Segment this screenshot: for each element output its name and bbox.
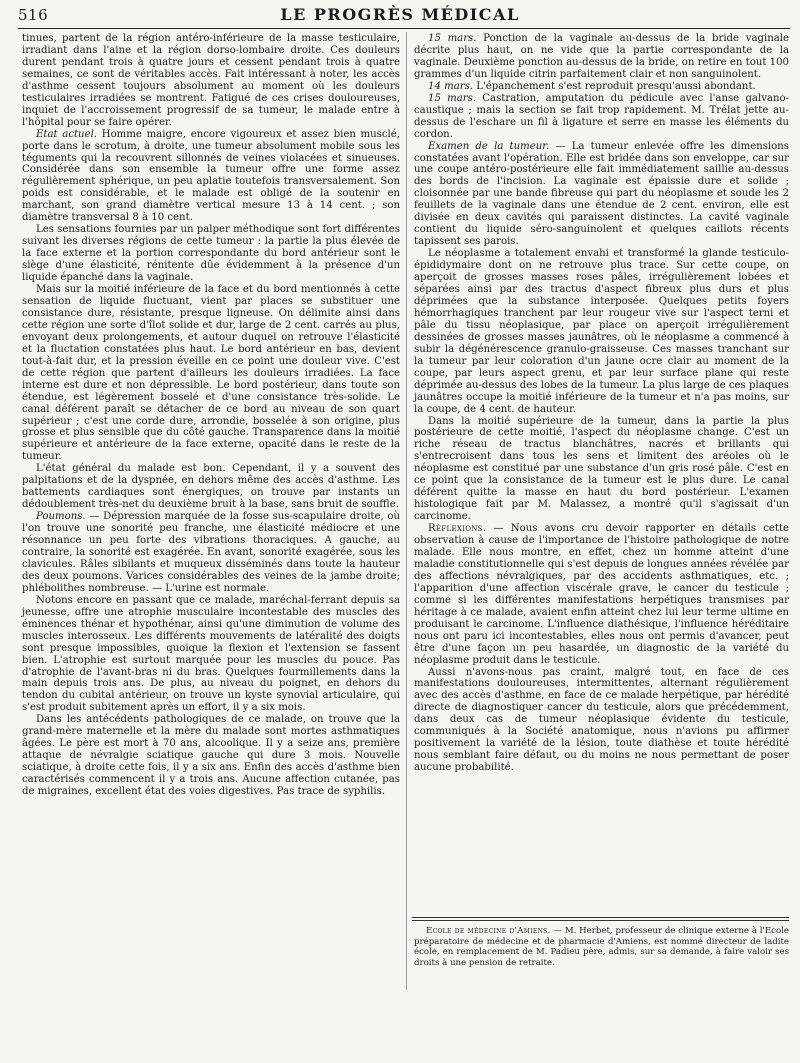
date-lead: 15 mars.	[428, 33, 477, 44]
news-notice	[414, 926, 789, 968]
paragraph: Le néoplasme a totalement envahi et transformé la glande testiculo-épididymaire dont on ne retrouve plus trace. Sur cette coupe, on aperçoit de grosses masses roses pâles, irrégulièrement lobées et séparées ainsi par des tractus d'aspect fibreux plus durs et plus déprimées que la substance interposée. Quelques petits foyers hémorrhagiques tranchent par leur rougeur vive sur l'aspect terni et pâle du tissu néoplasique, par place on aperçoit irrégulièrement dessinées de grosses masses jaunâtres, où le néoplasme a commencé à subir la dégénérescence granulo-graisseuse. Ces masses tranchant sur la tumeur par leur coloration d'un jaune ocre clair au moment de la coupe, par leurs aspect grenu, et par leur surface plane qui reste déprimée au-dessus des lobes de la tumeur. La plus large de ces plaques jaunâtres occupe la moitié inférieure de la tumeur et n'a pas moins, sur la coupe, de 4 cent. de hauteur.	[414, 248, 789, 415]
right-column	[414, 33, 789, 774]
paragraph: Aussi n'avons-nous pas craint, malgré tout, en face de ces manifestations douloureuses, intermittentes, alternant régulièrement avec des accès d'asthme, en face de ce malade herpétique, par hérédité directe de diagnostiquer cancer du testicule, alors que précédemment, dans deux cas de tumeur néoplasique évidente du testicule, communiqués à la Société anatomique, nous n'avions pu affirmer positivement la variété de la lésion, toute diathèse et toute hérédité nous semblant faire défaut, ou du moins ne nous permettant de poser aucune probabilité.	[414, 666, 789, 774]
paragraph: tinues, partent de la région antéro-inférieure de la masse testiculaire, irradiant dans l'aine et la région dorso-lombaire droite. Ces douleurs durent pendant trois à quatre jours et cessent pendant trois à quatre semaines, ce sont de véritables accès. Fait intéressant à noter, les accès d'asthme cessent toujours absolument au moment où les douleurs testiculaires irradiées se montrent. Fatigué de ces crises douloureuses, inquiet de l'accroissement progressif de sa tumeur, le malade entre à l'hôpital pour se faire opérer.	[22, 33, 400, 128]
paragraph: 15 mars. Castration, amputation du pédicule avec l'anse galvano-caustique ; mais la section se fait trop rapidement. M. Trélat jette au-dessus de l'eschare un fil à ligature et serre en masse les éléments du cordon.	[414, 92, 789, 140]
left-column	[22, 33, 400, 798]
paragraph: Réflexions. — Nous avons cru devoir rapporter en détails cette observation à cause de l'importance de l'histoire pathologique de notre malade. Elle nous montre, en effet, chez un homme atteint d'une maladie constitutionnelle qui s'est depuis de longues années révélée par des affections névralgiques, par des accidents asthmatiques, etc. ; l'apparition d'une affection viscérale grave, le cancer du testicule ; comme si les différentes manifestations herpétiques transmises par héritage à ce malade, avaient enfin atteint chez lui leur terme ultime en produisant le carcinome. L'influence diathésique, l'influence héréditaire nous ont paru ici incontestables, elles nous ont permis d'avancer, peut être d'une façon un peu hasardée, un diagnostic de la variété du néoplasme produit dans le testicule.	[414, 523, 789, 666]
notice-rule	[412, 920, 789, 921]
paragraph: L'état général du malade est bon. Cependant, il y a souvent des palpitations et de la dyspnée, en dehors même des accès d'asthme. Les battements cardiaques sont énergiques, on trouve par instants un dédoublement très-net du deuxième bruit à la base, sans bruit de souffle.	[22, 463, 400, 511]
paragraph: 15 mars. Ponction de la vaginale au-dessus de la bride vaginale décrite plus haut, on ne vide que la partie correspondante de la vaginale. Deuxième ponction au-dessus de la bride, on retire en tout 100 grammes d'un liquide citrin parfaitement clair et non sanguinolent.	[414, 33, 789, 80]
page-number: 516	[18, 6, 49, 24]
paragraph: Les sensations fournies par un palper méthodique sont fort différentes suivant les diverses régions de cette tumeur : la partie la plus élevée de la face externe et la portion correspondante du bord antérieur sont le siège d'une élasticité, rénitente dûe évidemment à la présence d'un liquide épanché dans la vaginale.	[22, 224, 400, 284]
header-rule	[18, 28, 790, 29]
paragraph: Mais sur la moitié inférieure de la face et du bord mentionnés à cette sensation de liquide fluctuant, vient par places se substituer une consistance dure, résistante, presque ligneuse. On délimite ainsi dans cette région une sorte d'îlot solide et dur, large de 2 cent. carrés au plus, envoyant deux prolongements, et autour duquel on retrouve l'élasticité et la fluctation constatées plus haut. Le bord antérieur en bas, devient tout-à-fait dur, et la pression éveille en ce point une douleur vive. C'est de cette région que partent d'ailleurs les douleurs irradiées. La face interne est dure et non dépressible. Le bord postérieur, dans toute son étendue, est légèrement bosselé et d'une consistance très-solide. Le canal déférent paraît se détacher de ce bord au niveau de son quart supérieur ; c'est une corde dure, arrondie, bosselée à son origine, plus grosse et plus sensible que du côté gauche. Transparence dans la moitié supérieure et antérieure de la face externe, opacité dans le reste de la tumeur.	[22, 284, 400, 463]
section-lead: Réflexions.	[428, 523, 487, 535]
paragraph: Etat actuel. Homme maigre, encore vigoureux et assez bien musclé, porte dans le scrotum, à droite, une tumeur absolument mobile sous les téguments qui la recouvrent sillonnés de veines violacées et sinueuses. Considérée dans son ensemble la tumeur offre une forme assez régulièrement sphérique, un peu aplatie toutefois transversalement. Son poids est considérable, et le malade est obligé de la soutenir en marchant, son grand diamètre vertical mesure 13 à 14 cent. ; son diamètre transversal 8 à 10 cent.	[22, 128, 400, 224]
date-lead: 15 mars.	[428, 92, 477, 104]
journal-title: LE PROGRÈS MÉDICAL	[280, 5, 520, 24]
paragraph: Dans les antécédents pathologiques de ce malade, on trouve que la grand-mère maternelle et la mère du malade sont mortes asthmatiques âgées. Le père est mort à 70 ans, alcoolique. Il y a seize ans, première attaque de névralgie sciatique gauche qui dure 3 mois. Nouvelle sciatique, à droite cette fois, il y a six ans. Enfin des accès d'asthme bien caractérisés commencent il y a trois ans. Aucune affection cutanée, pas de migraines, excellent état des voies digestives. Pas trace de syphilis.	[22, 714, 400, 798]
paragraph: Examen de la tumeur. — La tumeur enlevée offre les dimensions constatées avant l'opération. Elle est bridée dans son enveloppe, car sur une coupe antéro-postérieure elle fait immédiatement saillie au-dessus des bords de l'incision. La vaginale est épaissie dure et solide ; cloisonnée par une bande fibreuse qui part du néoplasme et soude les 2 feuillets de la vaginale dans une étendue de 2 cent. environ, elle est divisée en deux cavités qui paraissent distinctes. La cavité vaginale contient du liquide séro-sanguinolent et quelques caillots récents tapissent ses parois.	[414, 140, 789, 248]
section-lead: Etat actuel.	[36, 128, 98, 140]
notice-rule	[412, 917, 789, 918]
column-divider	[406, 32, 407, 990]
paragraph: Notons encore en passant que ce malade, maréchal-ferrant depuis sa jeunesse, offre une atrophie musculaire incontestable des muscles des éminences thénar et hypothénar, ainsi qu'une diminution de volume des muscles interosseux. Les différents mouvements de latéralité des doigts sont presque impossibles, quoique la flexion et l'extension se fassent bien. L'atrophie est surtout marquée pour les muscles du pouce. Pas d'atrophie de l'avant-bras ni du bras. Quelques fourmillements dans la main depuis trois ans. De plus, au niveau du poignet, en dehors du tendon du cubital antérieur, on trouve un kyste synovial articulaire, qui s'est produit subitement après un effort, il y a six mois.	[22, 594, 400, 714]
date-lead: 14 mars.	[428, 80, 473, 92]
section-lead: Examen de la tumeur.	[428, 140, 550, 152]
paragraph: Poumons. — Dépression marquée de la fosse sus-scapulaire droite, où l'on trouve une sonorité peu franche, une élasticité médiocre et une résonnance un peu forte des vibrations thoraciques. A gauche, au contraire, la sonorité est exagérée. En avant, sonorité exagérée, sous les clavicules. Râles sibilants et muqueux disséminés dans toute la hauteur des deux poumons. Varices considérables des veines de la jambe droite; phlébolithes nombreuse. — L'urine est normale.	[22, 511, 400, 594]
notice-lead: Ecole de médecine d'Amiens.	[426, 926, 551, 936]
paragraph: Dans la moitié supérieure de la tumeur, dans la partie la plus postérieure de cette moitié, l'aspect du néoplasme change. C'est un riche réseau de tractus blanchâtres, nacrés et brillants qui s'entrecroisent dans tous les sens et limitent des aréoles où le néoplasme est constitué par une substance d'un gris rosé pâle. C'est en ce point que la consistance de la tumeur est le plus dure. Le canal déférent quitte la masse en haut du bord postérieur. L'examen histologique fait par M. Malassez, a montré qu'il s'agissait d'un carcinome.	[414, 415, 789, 523]
paragraph: 14 mars. L'épanchement s'est reproduit presqu'aussi abondant.	[428, 80, 756, 92]
section-lead: Poumons.	[36, 511, 86, 523]
notice-text: — M. Herbet, professeur de clinique externe à l'Ecole préparatoire de médecine et de pharmacie d'Amiens, est nommé directeur de ladite école, en remplacement de M. Padieu père, admis, sur sa demande, à faire valoir ses droits à une pension de retraite.	[414, 926, 789, 968]
